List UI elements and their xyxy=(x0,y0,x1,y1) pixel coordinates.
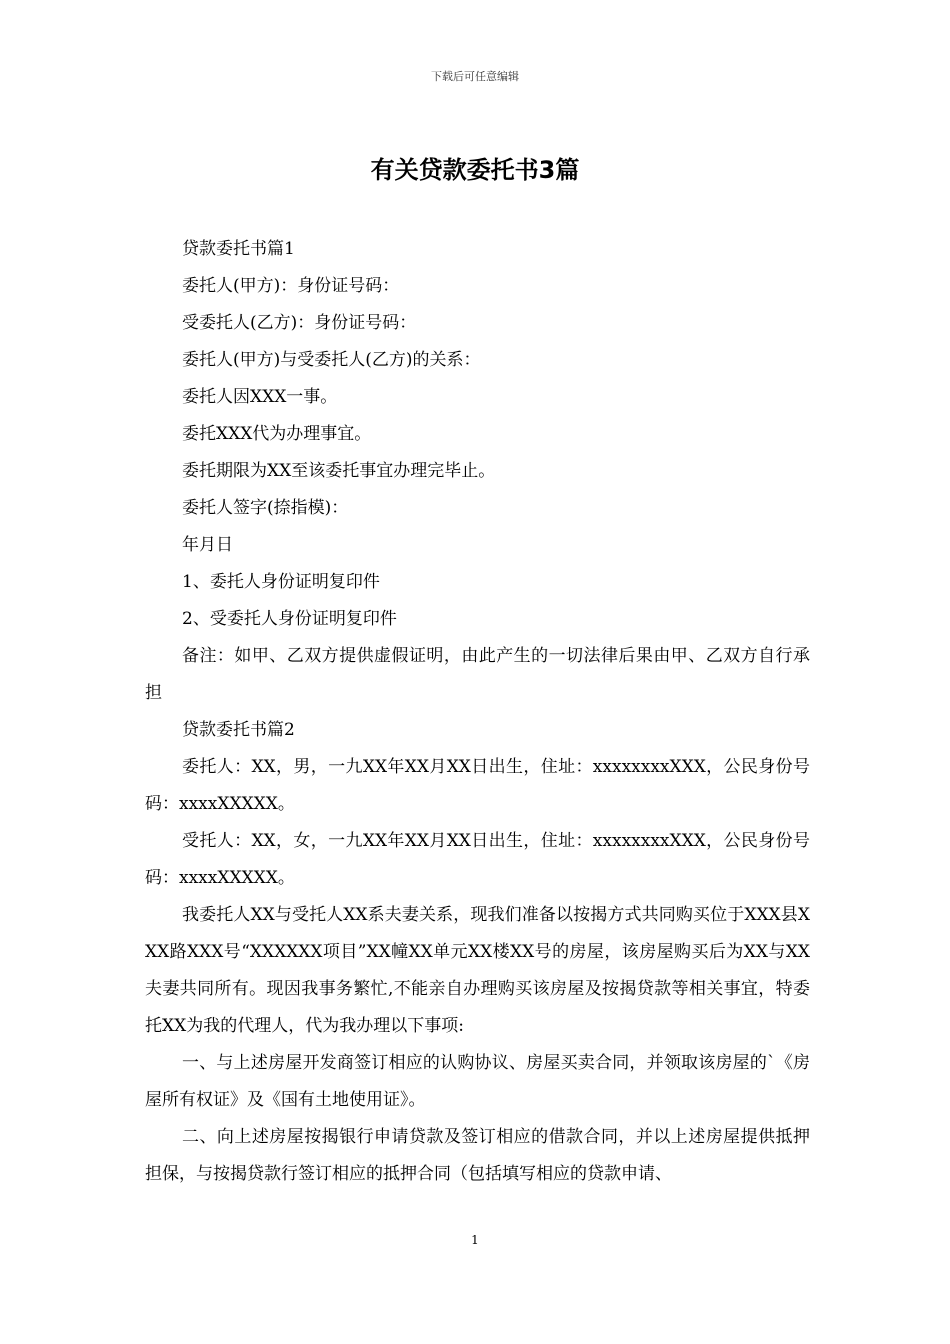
paragraph-attachment-1: 1、委托人身份证明复印件 xyxy=(182,572,380,592)
paragraph-principal-id: 委托人(甲方)：身份证号码： xyxy=(182,276,400,296)
paragraph-purpose: 我委托人XX与受托人XX系夫妻关系，现我们准备以按揭方式共同购买位于XXX县XXX路XXX号“XXXXXX项目”XX幢XX单元XX楼XX号的房屋，该房屋购买后为XX与XX夫妻共同所有。现因我事务繁忙,不能亲自办理购买该房屋及按揭贷款等相关事宜，特委托XX为我的代理人，代为我办理以下事项: xyxy=(145,905,810,1036)
paragraph-matter: 委托人因XXX一事。 xyxy=(182,387,338,407)
paragraph-remark: 备注：如甲、乙双方提供虚假证明，由此产生的一切法律后果由甲、乙双方自行承担 xyxy=(145,646,810,703)
page-number: 1 xyxy=(471,1233,479,1247)
paragraph-trustee-info: 受托人：XX，女，一九XX年XX月XX日出生，住址：xxxxxxxxXXX，公民身份号码：xxxxXXXXX。 xyxy=(145,831,810,888)
paragraph-date: 年月日 xyxy=(182,535,233,555)
paragraph-agent-id: 受委托人(乙方)：身份证号码： xyxy=(182,313,417,333)
paragraph-relationship: 委托人(甲方)与受委托人(乙方)的关系： xyxy=(182,350,481,370)
document-title: 有关贷款委托书3篇 xyxy=(370,156,580,184)
paragraph-section-2-heading: 贷款委托书篇2 xyxy=(182,720,295,740)
header-note: 下载后可任意编辑 xyxy=(431,70,519,83)
paragraph-item-2: 二、向上述房屋按揭银行申请贷款及签订相应的借款合同，并以上述房屋提供抵押担保，与按揭贷款行签订相应的抵押合同（包括填写相应的贷款申请、 xyxy=(145,1127,810,1184)
paragraph-item-1: 一、与上述房屋开发商签订相应的认购协议、房屋买卖合同，并领取该房屋的`《房屋所有权证》及《国有土地使用证》。 xyxy=(145,1053,810,1110)
paragraph-delegation: 委托XXX代为办理事宜。 xyxy=(182,424,372,444)
paragraph-attachment-2: 2、受委托人身份证明复印件 xyxy=(182,609,397,629)
paragraph-signature: 委托人签字(捺指模)： xyxy=(182,498,349,518)
paragraph-principal-info: 委托人：XX，男，一九XX年XX月XX日出生，住址：xxxxxxxxXXX，公民身份号码：xxxxXXXXX。 xyxy=(145,757,810,814)
paragraph-section-1-heading: 贷款委托书篇1 xyxy=(182,239,295,259)
paragraph-term: 委托期限为XX至该委托事宜办理完毕止。 xyxy=(182,461,496,481)
document-body xyxy=(145,231,810,1193)
